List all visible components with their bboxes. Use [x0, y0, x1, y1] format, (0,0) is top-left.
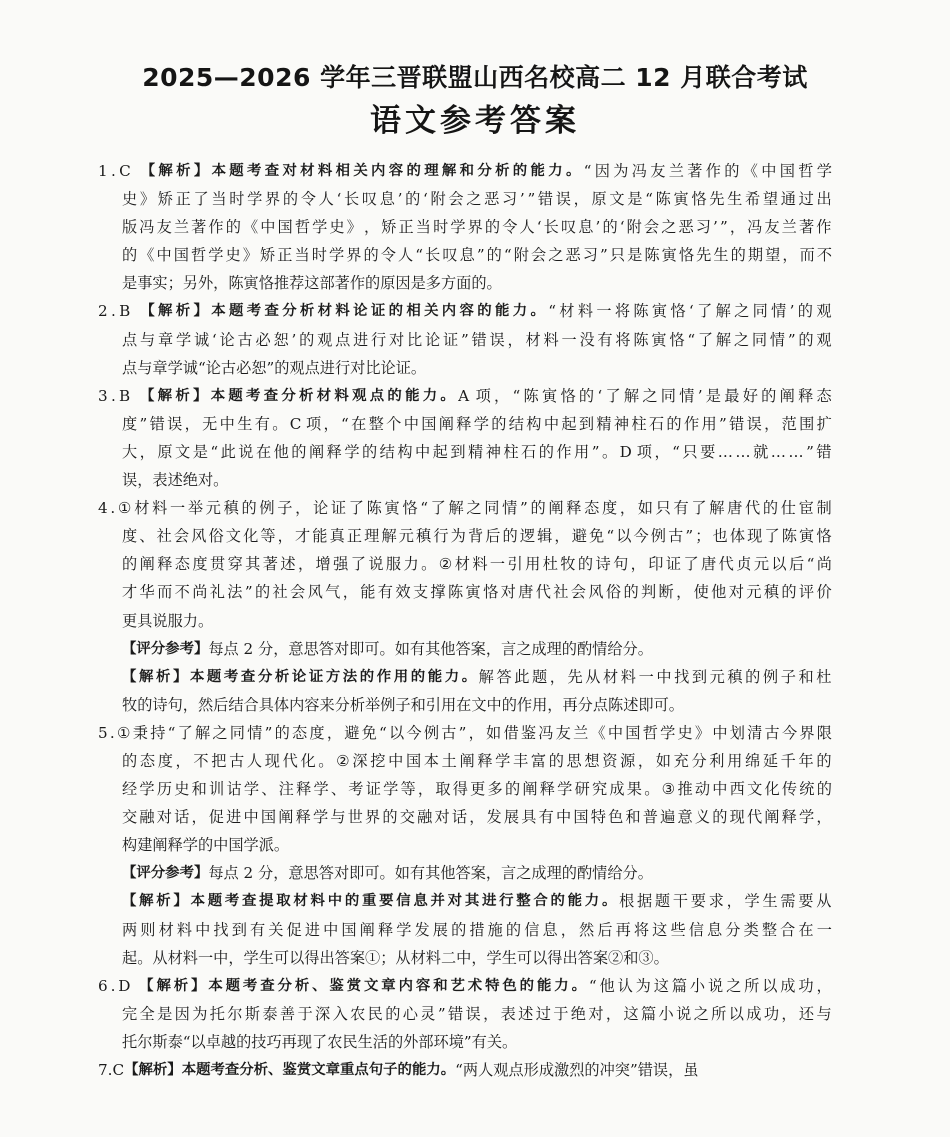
answer-line: 才 华 而 不 尚 礼 法 ” 的 社 会 风 气 ， 能 有 效 支 撑 陈 寅 恪 对 唐 代 社 会 风 俗 的 判 断 ， 使 他 对 元 稹 的 评 价	[122, 583, 832, 602]
answer-text: 7.C	[98, 1061, 125, 1079]
bold-analysis-text: 【解析】本题考查分析、鉴赏文章重点句子的能力。	[124, 1062, 456, 1078]
answer-line: 5 . ① 秉 持 “ 了 解 之 同 情 ” 的 态 度 ， 避 免 “ 以 今 例 古 ” ， 如 借 鉴 冯 友 兰 《 中 国 哲 学 史 》 中 划 清 古 今 界 限	[98, 723, 832, 742]
answer-line	[122, 859, 832, 887]
answer-line: 4 . ① 材 料 一 举 元 稹 的 例 子 ， 论 证 了 陈 寅 恪 “ 了 解 之 同 情 ” 的 阐 释 态 度 ， 如 只 有 了 解 唐 代 的 仕 宦 制	[98, 499, 832, 518]
answer-line	[122, 944, 832, 972]
answer-line	[98, 1056, 832, 1084]
answer-line: 2 . B 【 解 析 】 本 题 考 查 分 析 材 料 论 证 的 相 关 内 容 的 能 力 。 “ 材 料 一 将 陈 寅 恪 ‘ 了 解 之 同 情 ’ 的 观	[98, 302, 832, 321]
answer-text: 构建阐释学的中国学派。	[122, 836, 290, 855]
answer-line: 度 、 社 会 风 俗 文 化 等 ， 才 能 真 正 理 解 元 稹 行 为 背 后 的 逻 辑 ， 避 免 “ 以 今 例 古 ” ； 也 体 现 了 陈 寅 恪	[122, 527, 832, 546]
answer-text: 托尔斯泰“以卓越的技巧再现了农民生活的外部环境”有关。	[122, 1032, 518, 1051]
answer-list	[98, 157, 832, 1084]
answer-line	[122, 466, 832, 494]
answer-text: 误，表述绝对。	[122, 471, 229, 490]
answer-line: 【 解 析 】 本 题 考 查 分 析 论 证 方 法 的 作 用 的 能 力 。 解 答 此 题 ， 先 从 材 料 一 中 找 到 元 稹 的 例 子 和 杜	[122, 667, 832, 686]
bold-analysis-text: 【评分参考】	[122, 865, 209, 882]
answer-text: 每点 2 分，意思答对即可。如有其他答案，言之成理的酌情给分。	[208, 639, 653, 658]
answer-line: 的 阐 释 态 度 贯 穿 其 著 述 ， 增 强 了 说 服 力 。 ② 材 料 一 引 用 杜 牧 的 诗 句 ， 印 证 了 唐 代 贞 元 以 后 “ 尚	[122, 555, 832, 574]
answer-line	[122, 607, 832, 635]
answer-text: 每点 2 分，意思答对即可。如有其他答案，言之成理的酌情给分。	[208, 864, 653, 883]
answer-line: 6 . D 【 解 析 】 本 题 考 查 分 析 、 鉴 赏 文 章 内 容 和 艺 术 特 色 的 能 力 。 “ 他 认 为 这 篇 小 说 之 所 以 成 功 ，	[98, 976, 832, 995]
answer-line	[122, 269, 832, 297]
answer-line	[122, 691, 832, 719]
answer-line: 大 ， 原 文 是 “ 此 说 在 他 的 阐 释 学 的 结 构 中 起 到 精 神 柱 石 的 作 用 ” 。 D 项 ， “ 只 要 … … 就 … … ” 错	[122, 442, 832, 461]
answer-line: 【 解 析 】 本 题 考 查 提 取 材 料 中 的 重 要 信 息 并 对 其 进 行 整 合 的 能 力 。 根 据 题 干 要 求 ， 学 生 需 要 从	[122, 892, 832, 911]
answer-line: 点 与 章 学 诚 ‘ 论 古 必 恕 ’ 的 观 点 进 行 对 比 论 证 ” 错 误 ， 材 料 一 没 有 将 陈 寅 恪 “ 了 解 之 同 情 ” 的 观	[122, 330, 832, 349]
answer-line	[122, 1028, 832, 1056]
answer-text: 点与章学诚“论古必恕”的观点进行对比论证。	[122, 358, 427, 377]
answer-line: 交 融 对 话 ， 促 进 中 国 阐 释 学 与 世 界 的 交 融 对 话 ， 发 展 具 有 中 国 特 色 和 普 遍 意 义 的 现 代 阐 释 学 ，	[122, 808, 832, 827]
answer-text: 是事实；另外，陈寅恪推荐这部著作的原因是多方面的。	[122, 274, 502, 293]
document-subtitle: 语文参考答案	[370, 103, 580, 139]
bold-analysis-text: 【评分参考】	[122, 640, 209, 657]
answer-line: 的 态 度 ， 不 把 古 人 现 代 化 。 ② 深 挖 中 国 本 土 阐 释 学 丰 富 的 思 想 资 源 ， 如 充 分 利 用 绵 延 千 年 的	[122, 751, 832, 770]
answer-line: 的 《 中 国 哲 学 史 》 矫 正 当 时 学 界 的 令 人 “ 长 叹 息 ” 的 “ 附 会 之 恶 习 ” 只 是 陈 寅 恪 先 生 的 期 望 ， 而 不	[122, 246, 832, 265]
answer-line: 经 学 历 史 和 训 诂 学 、 注 释 学 、 考 证 学 等 ， 取 得 更 多 的 阐 释 学 研 究 成 果 。 ③ 推 动 中 西 文 化 传 统 的	[122, 780, 832, 799]
answer-line	[122, 354, 832, 382]
answer-line: 版 冯 友 兰 著 作 的 《 中 国 哲 学 史 》 ， 矫 正 当 时 学 界 的 令 人 ‘ 长 叹 息 ’ 的 ‘ 附 会 之 恶 习 ’ ” ， 冯 友 兰 著 作	[122, 218, 832, 237]
answer-line	[122, 831, 832, 859]
answer-line: 3 . B 【 解 析 】 本 题 考 查 分 析 材 料 观 点 的 能 力 。 A 项 ， “ 陈 寅 恪 的 ‘ 了 解 之 同 情 ’ 是 最 好 的 阐 释 态	[98, 386, 832, 405]
answer-line	[122, 635, 832, 663]
answer-text: “两人观点形成激烈的冲突”错误，虽	[455, 1061, 699, 1079]
answer-text: 牧的诗句，然后结合具体内容来分析举例子和引用在文中的作用，再分点陈述即可。	[122, 695, 684, 714]
answer-text: 起。从材料一中，学生可以得出答案①；从材料二中，学生可以得出答案②和③。	[122, 948, 669, 967]
answer-line: 史 》 矫 正 了 当 时 学 界 的 令 人 ‘ 长 叹 息 ’ 的 ‘ 附 会 之 恶 习 ’ ” 错 误 ， 原 文 是 “ 陈 寅 恪 先 生 希 望 通 过 出	[122, 190, 832, 209]
answer-line: 两 则 材 料 中 找 到 有 关 促 进 中 国 阐 释 学 发 展 的 措 施 的 信 息 ， 然 后 再 将 这 些 信 息 分 类 整 合 在 一	[122, 920, 832, 939]
exam-title: 2025—2026 学年三晋联盟山西名校高二 12 月联合考试	[142, 63, 808, 92]
answer-text: 更具说服力。	[122, 611, 214, 630]
answer-line: 1 . C 【 解 析 】 本 题 考 查 对 材 料 相 关 内 容 的 理 解 和 分 析 的 能 力 。 “ 因 为 冯 友 兰 著 作 的 《 中 国 哲 学	[98, 162, 832, 180]
answer-line: 度 ” 错 误 ， 无 中 生 有 。 C 项 ， “ 在 整 个 中 国 阐 释 学 的 结 构 中 起 到 精 神 柱 石 的 作 用 ” 错 误 ， 范 围 扩	[122, 414, 832, 433]
answer-line: 完 全 是 因 为 托 尔 斯 泰 善 于 深 入 农 民 的 心 灵 ” 错 误 ， 表 述 过 于 绝 对 ， 这 篇 小 说 之 所 以 成 功 ， 还 与	[122, 1004, 832, 1023]
